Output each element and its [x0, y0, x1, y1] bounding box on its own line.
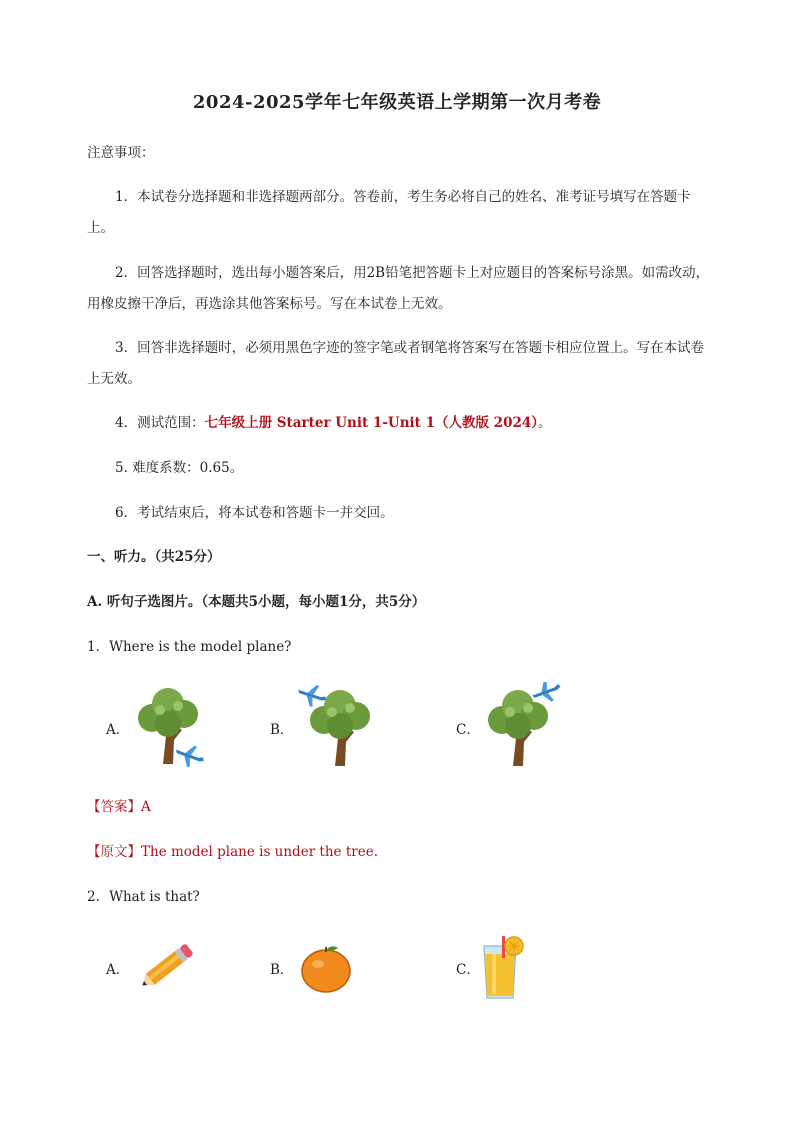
q2-option-a-label: A． [106, 962, 130, 978]
pencil-image [134, 940, 198, 994]
tree-icon [310, 690, 370, 766]
question-1: 1．Where is the model plane? [87, 639, 292, 655]
question-2: 2．What is that? [87, 889, 200, 905]
q1-option-b-label: B． [270, 722, 294, 738]
answer-value: A [141, 799, 151, 815]
orange-juice-image [480, 934, 528, 1000]
note-4-prefix: 4．测试范围： [115, 415, 205, 431]
part-a-heading: A. 听句子选图片。（本题共5小题，每小题1分，共5分） [87, 594, 426, 610]
juice-glass-icon [484, 936, 523, 998]
page-title: 2024-2025学年七年级英语上学期第一次月考卷 [192, 92, 602, 113]
script-label: 【原文】 [87, 844, 141, 860]
q1-script [87, 837, 712, 868]
q1-answer [87, 792, 712, 823]
q1-option-c-label: C． [456, 722, 480, 738]
notes-heading: 注意事项： [87, 145, 155, 161]
q1-option-a-label: A． [106, 722, 130, 738]
pencil-icon [138, 943, 194, 991]
tree-with-plane-right-image [478, 682, 562, 770]
note-4-suffix: 。 [538, 415, 552, 431]
note-4-scope: 七年级上册 Starter Unit 1-Unit 1（人教版 2024） [204, 415, 538, 431]
tree-with-plane-left-image [298, 682, 378, 770]
note-2: 2．回答选择题时，选出每小题答案后，用2B铅笔把答题卡上对应题目的答案标号涂黑。如需改动，用橡皮擦干净后，再选涂其他答案标号。写在本试卷上无效。 [87, 265, 710, 312]
orange-icon [302, 946, 350, 992]
tree-with-plane-under-image [130, 684, 210, 768]
script-value: The model plane is under the tree. [141, 844, 378, 860]
model-plane-icon [172, 740, 208, 768]
note-4 [87, 408, 712, 439]
note-3: 3．回答非选择题时，必须用黑色字迹的签字笔或者钢笔将答案写在答题卡相应位置上。写在本试卷上无效。 [87, 340, 705, 387]
note-5: 5. 难度系数：0.65。 [115, 460, 244, 476]
tree-icon [488, 690, 548, 766]
q2-option-c-label: C． [456, 962, 480, 978]
note-1: 1．本试卷分选择题和非选择题两部分。答卷前，考生务必将自己的姓名、准考证号填写在答题卡上。 [87, 189, 691, 236]
orange-image [298, 942, 354, 994]
q2-option-b-label: B． [270, 962, 294, 978]
note-6: 6．考试结束后，将本试卷和答题卡一并交回。 [115, 505, 394, 521]
answer-label: 【答案】 [87, 799, 141, 815]
section-heading-listening: 一、听力。（共25分） [87, 549, 221, 565]
